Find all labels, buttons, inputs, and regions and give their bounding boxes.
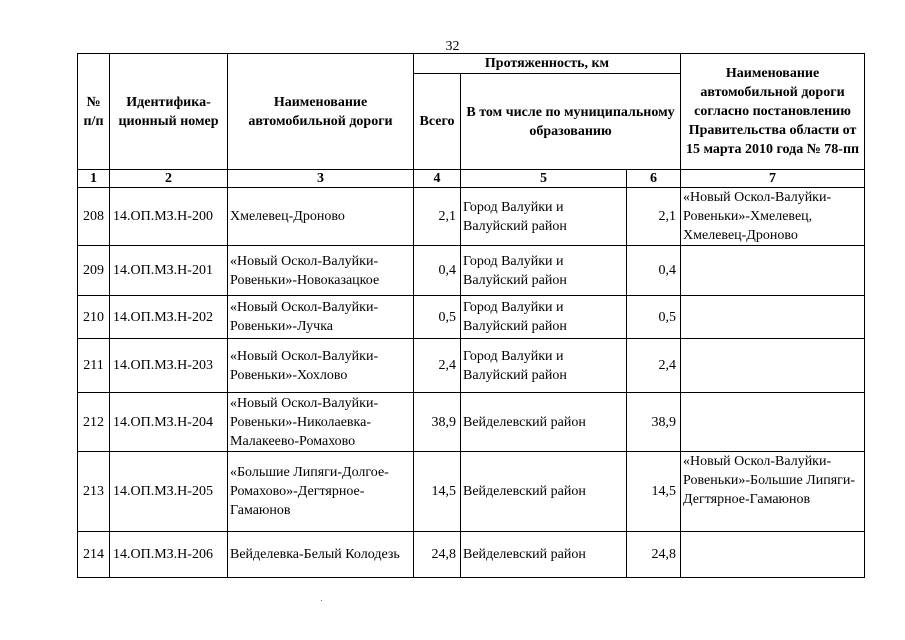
- scan-speck: [321, 600, 322, 601]
- header-identifier: Идентифика-ционный номер: [110, 54, 228, 170]
- row-road-name: «Новый Оскол-Валуйки-Ровеньки»-Хохлово: [228, 339, 414, 393]
- row-municipality: Город Валуйки и Валуйский район: [461, 296, 627, 339]
- row-identifier: 14.ОП.МЗ.Н-200: [110, 188, 228, 246]
- column-number: 7: [681, 170, 865, 188]
- column-number: 5: [461, 170, 627, 188]
- row-number: 213: [78, 452, 110, 532]
- row-total-length: 2,1: [414, 188, 461, 246]
- column-number: 6: [627, 170, 681, 188]
- row-municipality: Город Валуйки и Валуйский район: [461, 339, 627, 393]
- row-number: 214: [78, 532, 110, 578]
- row-municipality-length: 2,4: [627, 339, 681, 393]
- row-decree-name: [681, 393, 865, 452]
- page-number: 32: [445, 39, 460, 54]
- row-municipality: Вейделевский район: [461, 393, 627, 452]
- row-decree-name: «Новый Оскол-Валуйки-Ровеньки»-Хмелевец, Хмелевец-Дроново: [681, 188, 865, 246]
- header-road-name: Наименование автомобильной дороги: [228, 54, 414, 170]
- row-municipality-length: 24,8: [627, 532, 681, 578]
- row-municipality: Вейделевский район: [461, 532, 627, 578]
- row-road-name: «Новый Оскол-Валуйки-Ровеньки»-Николаевка-Малакеево-Ромахово: [228, 393, 414, 452]
- row-municipality-length: 14,5: [627, 452, 681, 532]
- row-decree-name: [681, 532, 865, 578]
- column-numbers-row: [78, 170, 865, 188]
- row-decree-name: «Новый Оскол-Валуйки-Ровеньки»-Большие Липяги-Дегтярное-Гамаюнов: [681, 452, 865, 532]
- row-decree-name: [681, 246, 865, 296]
- row-number: 210: [78, 296, 110, 339]
- row-municipality-length: 0,5: [627, 296, 681, 339]
- row-municipality: Вейделевский район: [461, 452, 627, 532]
- header-length-group: Протяженность, км: [414, 54, 681, 74]
- header-decree-name: Наименование автомобильной дороги согласно постановлению Правительства области от 15 марта 2010 года № 78-пп: [681, 54, 865, 170]
- table-row: [78, 339, 865, 393]
- row-number: 212: [78, 393, 110, 452]
- table-row: [78, 452, 865, 532]
- column-number: 2: [110, 170, 228, 188]
- column-number: 3: [228, 170, 414, 188]
- row-number: 209: [78, 246, 110, 296]
- row-municipality-length: 38,9: [627, 393, 681, 452]
- row-decree-name: [681, 339, 865, 393]
- table-row: [78, 296, 865, 339]
- row-total-length: 2,4: [414, 339, 461, 393]
- row-identifier: 14.ОП.МЗ.Н-202: [110, 296, 228, 339]
- column-number: 4: [414, 170, 461, 188]
- row-identifier: 14.ОП.МЗ.Н-206: [110, 532, 228, 578]
- table-row: [78, 393, 865, 452]
- row-total-length: 0,5: [414, 296, 461, 339]
- row-identifier: 14.ОП.МЗ.Н-204: [110, 393, 228, 452]
- row-total-length: 14,5: [414, 452, 461, 532]
- row-total-length: 24,8: [414, 532, 461, 578]
- row-identifier: 14.ОП.МЗ.Н-203: [110, 339, 228, 393]
- row-total-length: 38,9: [414, 393, 461, 452]
- row-road-name: «Большие Липяги-Долгое-Ромахово»-Дегтярное-Гамаюнов: [228, 452, 414, 532]
- row-road-name: «Новый Оскол-Валуйки-Ровеньки»-Новоказацкое: [228, 246, 414, 296]
- roads-table: [77, 53, 865, 578]
- table-row: [78, 188, 865, 246]
- row-decree-name: [681, 296, 865, 339]
- row-municipality-length: 2,1: [627, 188, 681, 246]
- table-row: [78, 246, 865, 296]
- header-number: № п/п: [78, 54, 110, 170]
- table-row: [78, 532, 865, 578]
- row-municipality: Город Валуйки и Валуйский район: [461, 246, 627, 296]
- row-municipality-length: 0,4: [627, 246, 681, 296]
- row-number: 211: [78, 339, 110, 393]
- row-identifier: 14.ОП.МЗ.Н-205: [110, 452, 228, 532]
- header-municipality: В том числе по муниципальному образованию: [461, 74, 681, 170]
- row-road-name: Хмелевец-Дроново: [228, 188, 414, 246]
- row-number: 208: [78, 188, 110, 246]
- header-total: Всего: [414, 74, 461, 170]
- row-municipality: Город Валуйки и Валуйский район: [461, 188, 627, 246]
- row-identifier: 14.ОП.МЗ.Н-201: [110, 246, 228, 296]
- row-total-length: 0,4: [414, 246, 461, 296]
- row-road-name: «Новый Оскол-Валуйки-Ровеньки»-Лучка: [228, 296, 414, 339]
- column-number: 1: [78, 170, 110, 188]
- row-road-name: Вейделевка-Белый Колодезь: [228, 532, 414, 578]
